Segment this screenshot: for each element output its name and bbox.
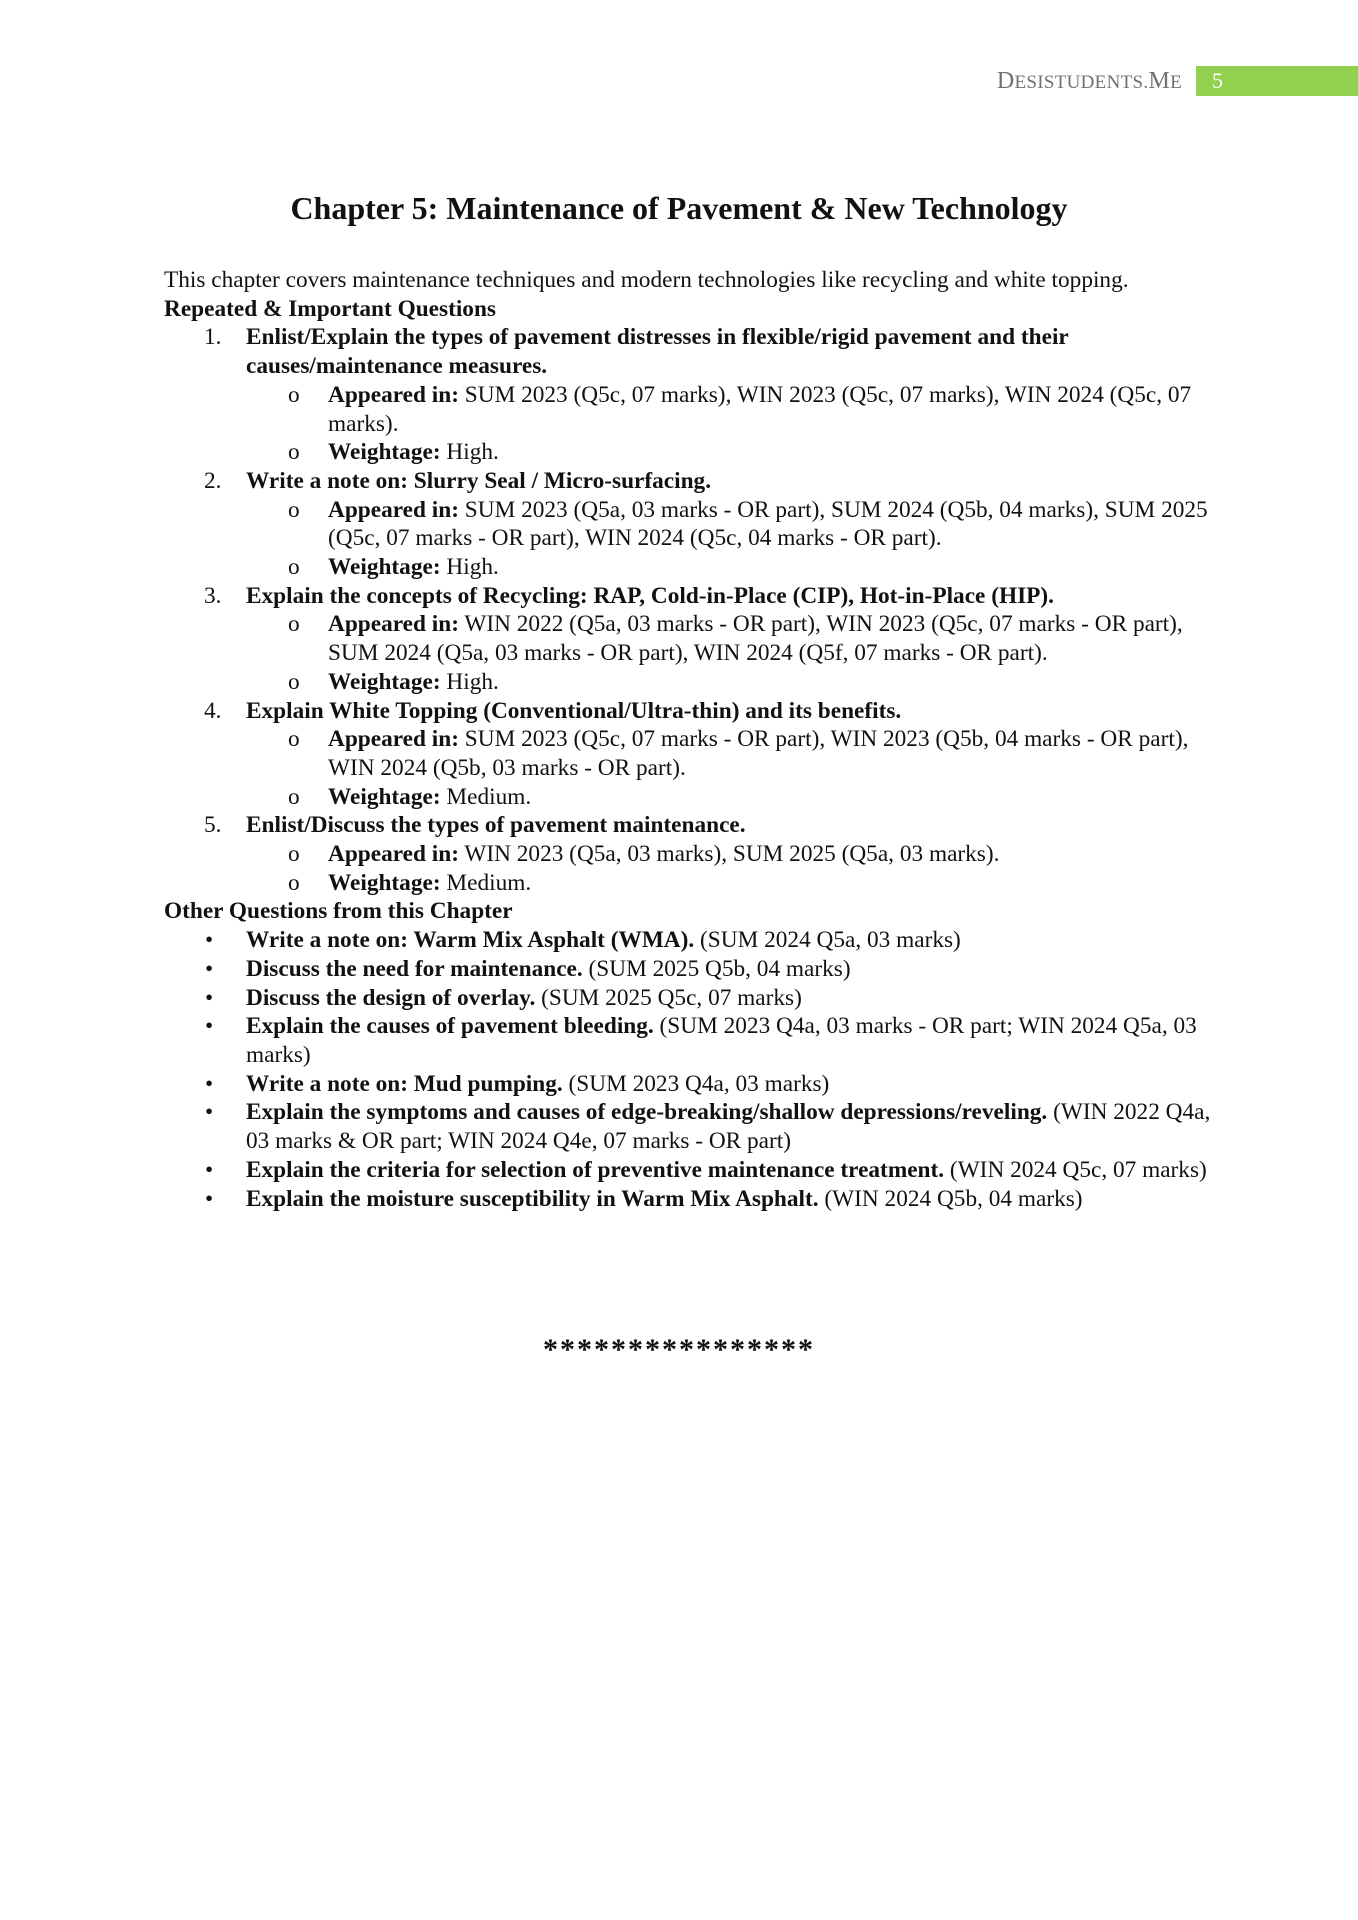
bullet: • (205, 927, 214, 954)
page-header (997, 66, 1358, 96)
other-question-text: Explain the symptoms and causes of edge-breaking/shallow depressions/reveling. (246, 1099, 1048, 1126)
question-details (246, 840, 1224, 897)
sub-bullet: o (288, 841, 300, 868)
site-name (997, 68, 1182, 95)
weightage-label: Weightage: (328, 439, 441, 466)
appeared-label: Appeared in: (328, 496, 459, 523)
chapter-title: Chapter 5: Maintenance of Pavement & New Technology (290, 190, 1068, 226)
question-details (246, 496, 1224, 582)
weightage-label: Weightage: (328, 869, 441, 896)
weightage-line (164, 668, 1224, 697)
other-question-text: Explain the moisture susceptibility in Warm Mix Asphalt. (246, 1185, 819, 1212)
other-question-source: (WIN 2024 Q5c, 07 marks) (944, 1156, 1207, 1183)
question-details (246, 725, 1224, 811)
question-text: Explain White Topping (Conventional/Ultra-thin) and its benefits. (246, 697, 902, 724)
repeated-question-item (164, 467, 1224, 582)
sub-bullet: o (288, 783, 300, 810)
appeared-value: SUM 2023 (Q5c, 07 marks), WIN 2023 (Q5c, 07 marks), WIN 2024 (Q5c, 07 marks). (328, 381, 1192, 437)
other-question-source: (WIN 2022 Q4a, 03 marks & OR part; WIN 2024 Q4e, 07 marks - OR part) (246, 1099, 1211, 1155)
sub-bullet: o (288, 439, 300, 466)
appeared-value: WIN 2022 (Q5a, 03 marks - OR part), WIN 2023 (Q5c, 07 marks - OR part), SUM 2024 (Q5a, 03 marks - OR part), WIN 2024 (Q5f, 07 marks - OR part). (328, 611, 1183, 667)
other-question-text: Discuss the design of overlay. (246, 984, 536, 1011)
site-name-body: ESISTUDENTS (1014, 71, 1144, 93)
weightage-line (164, 553, 1224, 582)
site-name-dot: . (1143, 71, 1149, 93)
appeared-label: Appeared in: (328, 381, 459, 408)
other-question-source: (SUM 2025 Q5c, 07 marks) (535, 984, 802, 1011)
site-name-tld-initial: M (1148, 67, 1171, 94)
appeared-in-line (164, 725, 1224, 782)
site-name-tld-rest: E (1170, 71, 1182, 93)
other-question-text: Write a note on: Mud pumping. (246, 1070, 563, 1097)
weightage-value: High. (440, 668, 499, 695)
other-question-item (164, 1070, 1224, 1099)
appeared-label: Appeared in: (328, 726, 459, 753)
weightage-label: Weightage: (328, 783, 441, 810)
appeared-label: Appeared in: (328, 841, 459, 868)
question-number: 1. (204, 324, 222, 351)
repeated-question-item (164, 811, 1224, 897)
appeared-value: SUM 2023 (Q5c, 07 marks - OR part), WIN 2023 (Q5b, 04 marks - OR part), WIN 2024 (Q5b, 03 marks - OR part). (328, 726, 1189, 781)
other-question-source: (SUM 2023 Q4a, 03 marks) (562, 1070, 830, 1097)
question-number: 5. (204, 812, 222, 839)
other-question-item (164, 1098, 1224, 1155)
other-question-source: (SUM 2024 Q5a, 03 marks) (694, 927, 961, 954)
weightage-label: Weightage: (328, 668, 441, 695)
other-questions-list (164, 926, 1224, 1213)
sub-bullet: o (288, 668, 300, 695)
question-number: 3. (204, 582, 222, 609)
appeared-value: SUM 2023 (Q5a, 03 marks - OR part), SUM 2024 (Q5b, 04 marks), SUM 2025 (Q5c, 07 marks - OR part), WIN 2024 (Q5c, 04 marks - OR part). (328, 496, 1208, 552)
bullet: • (205, 1013, 214, 1040)
sub-bullet: o (288, 869, 300, 896)
other-questions-heading: Other Questions from this Chapter (164, 898, 513, 925)
other-question-item (164, 1156, 1224, 1185)
sub-bullet: o (288, 611, 300, 638)
weightage-label: Weightage: (328, 554, 441, 581)
page-number-badge: 5 (1196, 66, 1358, 96)
weightage-value: Medium. (440, 783, 532, 810)
bullet: • (205, 1070, 214, 1097)
weightage-value: Medium. (440, 869, 532, 896)
other-question-source: (SUM 2025 Q5b, 04 marks) (582, 955, 851, 982)
question-text: Enlist/Explain the types of pavement distresses in flexible/rigid pavement and their causes/maintenance measures. (246, 324, 1069, 380)
sub-bullet: o (288, 381, 300, 408)
other-question-item (164, 984, 1224, 1013)
appeared-in-line (164, 840, 1224, 869)
appeared-in-line (164, 610, 1224, 667)
chapter-content (164, 266, 1224, 1213)
other-question-text: Write a note on: Warm Mix Asphalt (WMA). (246, 927, 695, 954)
bullet: • (205, 984, 214, 1011)
question-number: 2. (204, 467, 222, 494)
site-name-initial: D (996, 67, 1015, 94)
end-of-chapter-separator: **************** (543, 1333, 815, 1366)
other-question-item (164, 1185, 1224, 1214)
appeared-in-line (164, 496, 1224, 553)
repeated-questions-list (164, 323, 1224, 897)
weightage-line (164, 438, 1224, 467)
bullet: • (205, 955, 214, 982)
other-question-source: (WIN 2024 Q5b, 04 marks) (818, 1185, 1083, 1212)
sub-bullet: o (288, 554, 300, 581)
appeared-label: Appeared in: (328, 611, 459, 638)
bullet: • (205, 1156, 214, 1183)
bullet: • (205, 1185, 214, 1212)
sub-bullet: o (288, 726, 300, 753)
appeared-value: WIN 2023 (Q5a, 03 marks), SUM 2025 (Q5a, 03 marks). (458, 841, 1000, 868)
weightage-value: High. (440, 554, 499, 581)
question-text: Explain the concepts of Recycling: RAP, Cold-in-Place (CIP), Hot-in-Place (HIP). (246, 582, 1054, 609)
appeared-in-line (164, 381, 1224, 438)
weightage-line (164, 869, 1224, 898)
repeated-questions-heading: Repeated & Important Questions (164, 295, 496, 322)
weightage-line (164, 783, 1224, 812)
question-text: Write a note on: Slurry Seal / Micro-surfacing. (246, 467, 712, 494)
bullet: • (205, 1099, 214, 1126)
question-details (246, 610, 1224, 696)
other-question-item (164, 926, 1224, 955)
weightage-value: High. (440, 439, 499, 466)
other-question-item (164, 1012, 1224, 1069)
repeated-question-item (164, 582, 1224, 697)
question-number: 4. (204, 697, 222, 724)
other-question-text: Explain the causes of pavement bleeding. (246, 1013, 654, 1040)
other-question-source: (SUM 2023 Q4a, 03 marks - OR part; WIN 2024 Q5a, 03 marks) (246, 1013, 1197, 1068)
question-details (246, 381, 1224, 467)
repeated-question-item (164, 697, 1224, 812)
other-question-text: Explain the criteria for selection of preventive maintenance treatment. (246, 1156, 945, 1183)
question-text: Enlist/Discuss the types of pavement maintenance. (246, 812, 746, 839)
other-question-item (164, 955, 1224, 984)
other-question-text: Discuss the need for maintenance. (246, 955, 583, 982)
repeated-question-item (164, 323, 1224, 467)
sub-bullet: o (288, 496, 300, 523)
intro-paragraph: This chapter covers maintenance techniques and modern technologies like recycling and white topping. (164, 267, 1129, 293)
